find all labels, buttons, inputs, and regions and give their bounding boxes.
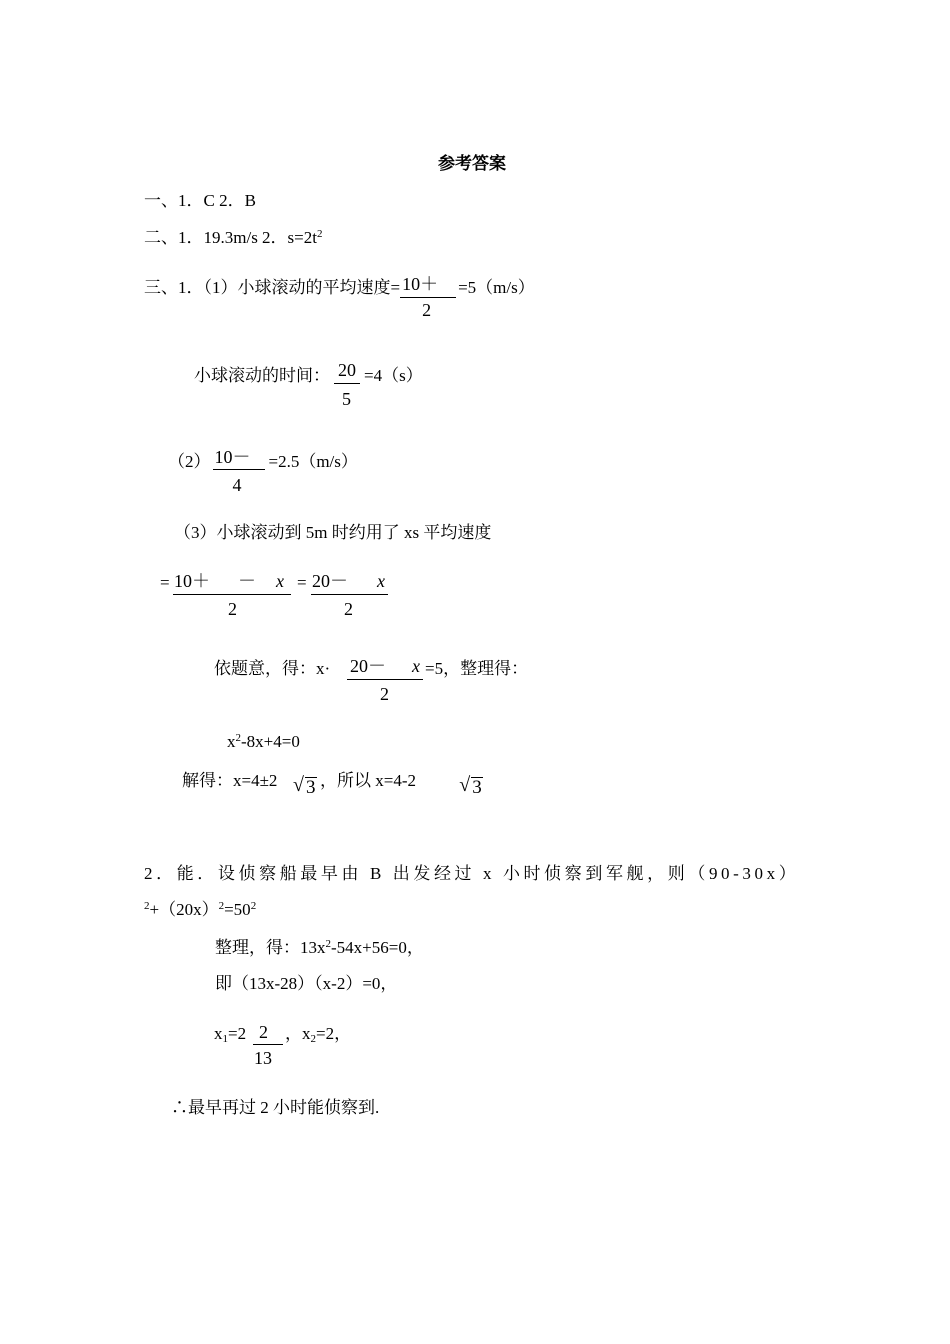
setup-num-x: x [412,656,420,676]
q2-prefix: （2） [168,452,211,471]
avg-frac2-num-a: 20－ [312,571,348,591]
average-velocity-expression [160,571,400,621]
avg-frac1-den: 2 [228,599,237,619]
page-title: 参考答案 [438,154,506,173]
quadratic-equation [227,732,300,752]
q1-numerator: 10＋ [402,274,439,294]
factor-line: 即（13x-28）（x-2）=0， [215,974,398,993]
radicand-2: 3 [472,777,482,798]
time-numerator: 20 [338,360,356,380]
sqrt-3-second [459,775,485,799]
roots-sub-2: 2 [310,1033,316,1045]
quad-x: x [227,732,236,751]
avg-frac2-num-x: x [377,571,385,591]
p2-mid: +（20x） [149,900,219,919]
rolling-time-line [194,360,423,409]
solution-mid: ，所以 x=4-2 [320,771,416,790]
avg-eq1: = [160,573,170,592]
roots-eq2: =2， [316,1024,352,1043]
section-3-q1 [144,274,535,320]
section-2-text: 二、1．19.3m/s 2．s=2t [144,228,317,247]
problem-2-line-2 [144,900,256,920]
equation-setup [214,658,544,708]
q1-fraction-bar [400,297,456,298]
radical-icon: √ [293,774,304,796]
quad-sup: 2 [235,732,241,744]
p2-sup-b: 2 [218,900,225,912]
roots-x2: ，$x_2=2$， [285,1024,352,1045]
radicand-1: 3 [306,777,316,798]
sqrt-3-first [293,775,319,799]
conclusion: ∴最早再过 2 小时能侦察到. [171,1098,380,1117]
q1-suffix: =5（m/s） [458,278,535,297]
q2-suffix: =2.5（m/s） [268,452,358,471]
radical-icon: √ [459,774,471,796]
tidy-line [215,938,424,958]
section-3-q3: （3）小球滚动到 5m 时约用了 xs 平均速度 [174,523,492,542]
time-suffix: =4（s） [364,366,423,385]
solution-line [182,771,482,801]
tidy-prefix: 整理，得：13x [215,938,326,957]
time-fraction [330,360,364,409]
solution-prefix: 解得：x=4±2 [182,771,278,790]
q1-fraction [400,274,458,320]
quad-rest: -8x+4=0 [241,732,300,751]
roots-x1: $x_1=2$ [214,1024,247,1045]
avg-frac1-num-a: 10＋ [174,571,210,591]
avg-frac2-bar [311,594,388,595]
problem-2-line-1: 2．能．设侦察船最早由 B 出发经过 x 小时侦察到军舰，则（90-30x） [144,864,800,883]
avg-frac1-num-b: － [238,571,256,591]
avg-frac1-num-x: x [276,571,284,591]
tidy-rest: -54x+56=0， [331,938,424,957]
setup-den: 2 [380,684,389,704]
q1-denominator: 2 [422,300,432,320]
time-prefix: 小球滚动的时间： [194,366,330,385]
p2-sup-a: 2 [144,900,150,912]
setup-prefix: 依题意，得：x· [214,659,331,678]
p2-sup-c: 2 [250,900,257,912]
section-1-answers: 一、1．C 2．B [144,191,256,210]
avg-eq2: = [297,573,307,592]
q2-numerator: 10－ [214,447,251,467]
section-3-q2 [168,447,358,495]
roots-eq1: =2 [228,1024,247,1043]
setup-bar [347,679,423,680]
p2-rest: =50 [224,900,251,919]
avg-frac1-bar [173,594,291,595]
roots-frac-bar [253,1044,283,1045]
q2-fraction [211,447,269,495]
roots-line [214,1024,414,1070]
tidy-sup: 2 [325,938,331,950]
time-denominator: 5 [342,389,351,409]
q2-fraction-bar [213,469,265,470]
roots-sub-1: 1 [222,1033,228,1045]
q1-prefix: 三、1．（1）小球滚动的平均速度= [144,278,401,297]
roots-frac-den: 13 [254,1048,272,1068]
time-fraction-bar [334,383,360,384]
section-2-answers [144,228,323,248]
setup-num-a: 20－ [350,656,386,676]
section-2-sup: 2 [317,228,323,240]
avg-frac2-den: 2 [344,599,353,619]
roots-frac-num: 2 [259,1022,268,1042]
setup-suffix: =5，整理得： [425,659,529,678]
q2-denominator: 4 [232,475,242,495]
